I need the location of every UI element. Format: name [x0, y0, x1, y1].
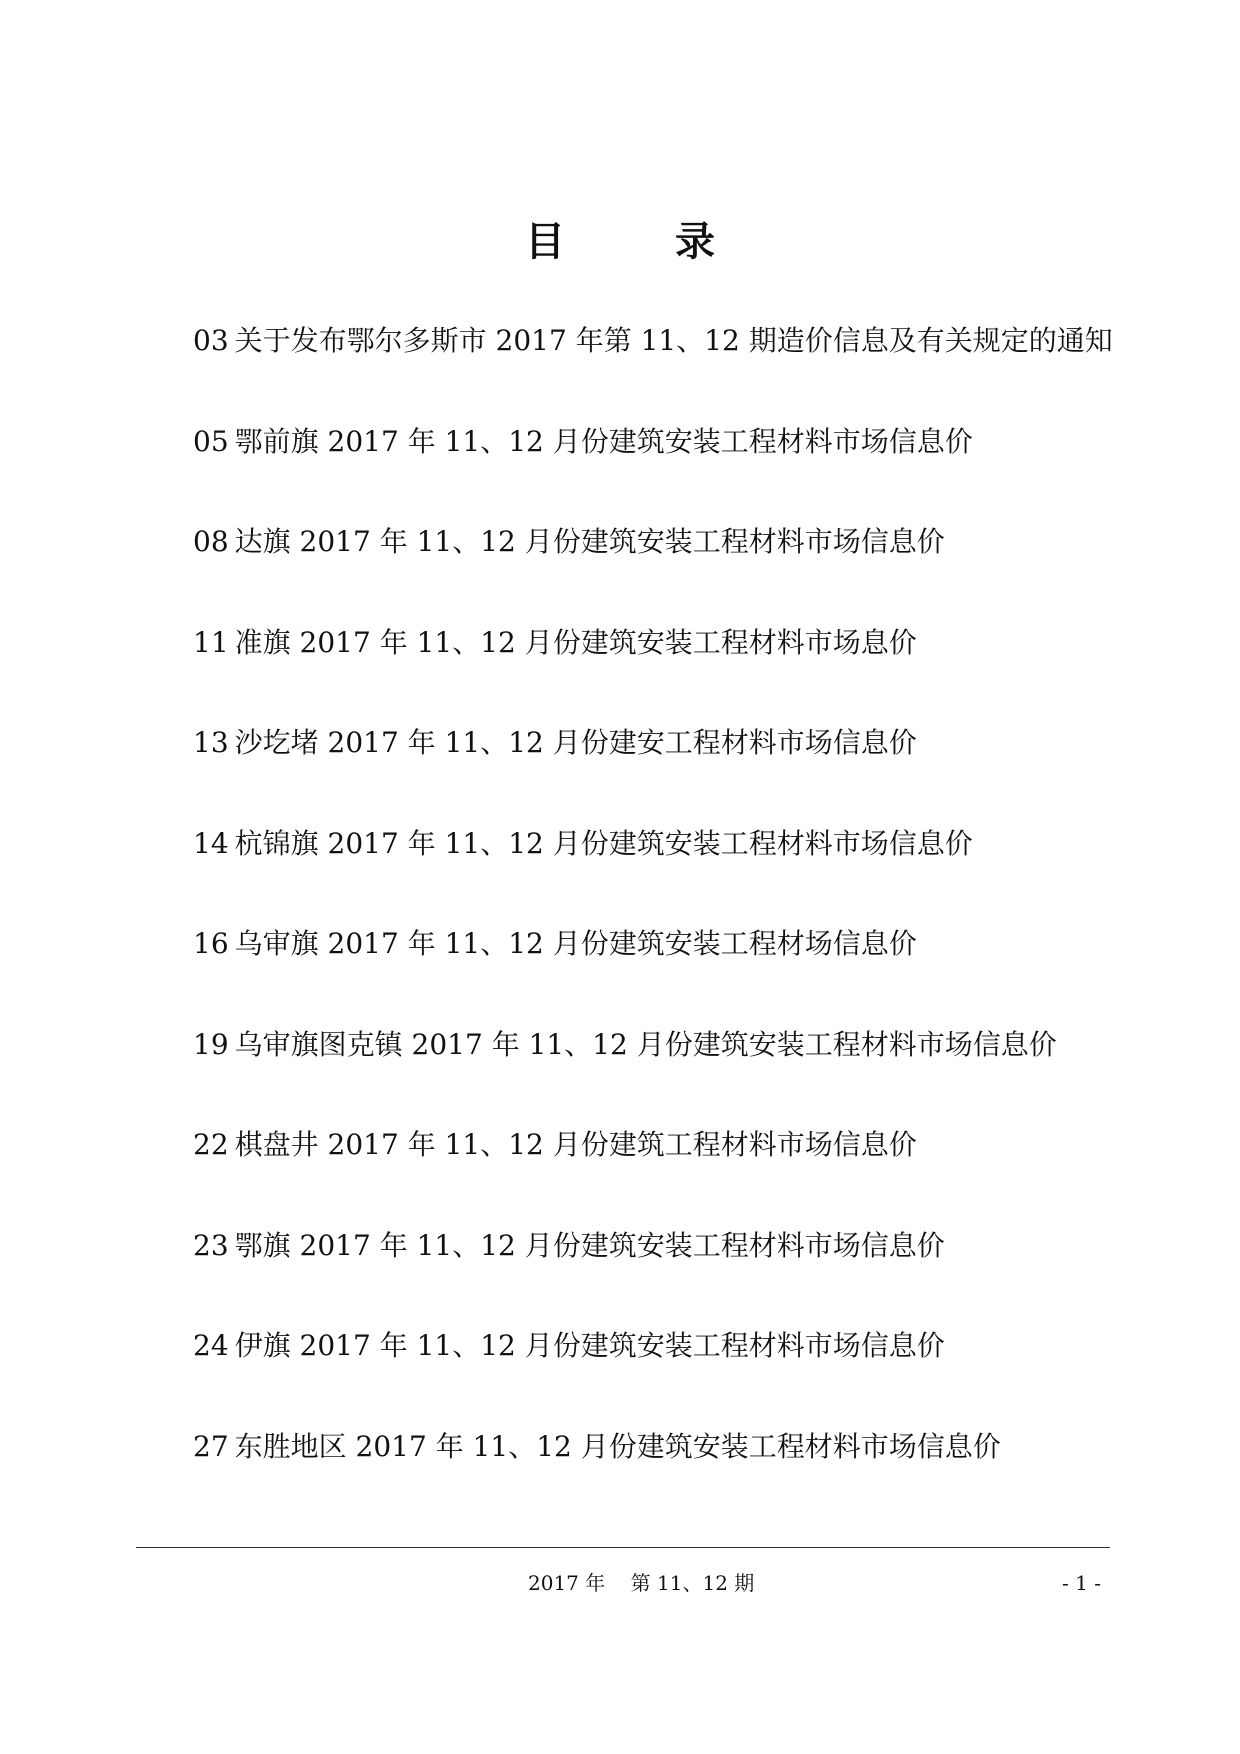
toc-entry-title: 鄂前旗 2017 年 11、12 月份建筑安装工程材料市场信息价: [234, 424, 973, 458]
footer-divider: [136, 1547, 1110, 1548]
footer-page-number: - 1 -: [1062, 1571, 1101, 1595]
toc-entry-title: 准旗 2017 年 11、12 月份建筑安装工程材料市场息价: [234, 625, 917, 659]
toc-entry[interactable]: [193, 1221, 1133, 1322]
toc-entry-title: 达旗 2017 年 11、12 月份建筑安装工程材料市场信息价: [234, 525, 945, 558]
toc-entry-title: 杭锦旗 2017 年 11、12 月份建筑安装工程材料市场信息价: [234, 826, 973, 860]
toc-page-number: 24: [193, 1329, 229, 1362]
toc-page-number: 05: [193, 424, 229, 458]
toc-entry-title: 乌审旗图克镇 2017 年 11、12 月份建筑安装工程材料市场信息价: [234, 1027, 1057, 1061]
toc-entry[interactable]: [193, 1020, 1133, 1121]
toc-entry-title: 伊旗 2017 年 11、12 月份建筑安装工程材料市场信息价: [234, 1329, 945, 1362]
toc-entry[interactable]: [193, 1120, 1133, 1221]
toc-entry-title: 棋盘井 2017 年 11、12 月份建筑工程材料市场信息价: [234, 1128, 917, 1161]
toc-entry[interactable]: [193, 819, 1133, 920]
toc-page-number: 23: [193, 1228, 229, 1262]
toc-page-number: 19: [193, 1027, 229, 1061]
toc-entry[interactable]: [193, 1321, 1133, 1422]
toc-entry[interactable]: [193, 618, 1133, 719]
toc-entry[interactable]: [193, 1422, 1133, 1523]
toc-entry[interactable]: [193, 919, 1133, 1020]
toc-entry-title: 乌审旗 2017 年 11、12 月份建筑安装工程材场信息价: [234, 927, 917, 960]
toc-page-number: 08: [193, 525, 229, 558]
toc-entry-title: 沙圪堵 2017 年 11、12 月份建安工程材料市场信息价: [234, 726, 917, 759]
toc-page-number: 03: [193, 324, 229, 357]
toc-page-number: 16: [193, 927, 229, 960]
footer-issue-label: 2017 年 第 11、12 期: [528, 1571, 755, 1595]
toc-entry-title: 关于发布鄂尔多斯市 2017 年第 11、12 期造价信息及有关规定的通知: [234, 324, 1113, 357]
page-title: 目 录: [525, 218, 763, 265]
toc-entry[interactable]: [193, 316, 1133, 417]
toc-page-number: 27: [193, 1429, 229, 1463]
toc-page-number: 11: [193, 625, 229, 659]
table-of-contents: [193, 316, 1133, 1522]
toc-entry[interactable]: [193, 517, 1133, 618]
toc-page-number: 22: [193, 1128, 229, 1161]
toc-entry-title: 东胜地区 2017 年 11、12 月份建筑安装工程材料市场信息价: [234, 1429, 1001, 1463]
toc-page-number: 14: [193, 826, 229, 860]
toc-page-number: 13: [193, 726, 229, 759]
toc-entry-title: 鄂旗 2017 年 11、12 月份建筑安装工程材料市场信息价: [234, 1228, 945, 1262]
toc-entry[interactable]: [193, 718, 1133, 819]
toc-entry[interactable]: [193, 417, 1133, 518]
